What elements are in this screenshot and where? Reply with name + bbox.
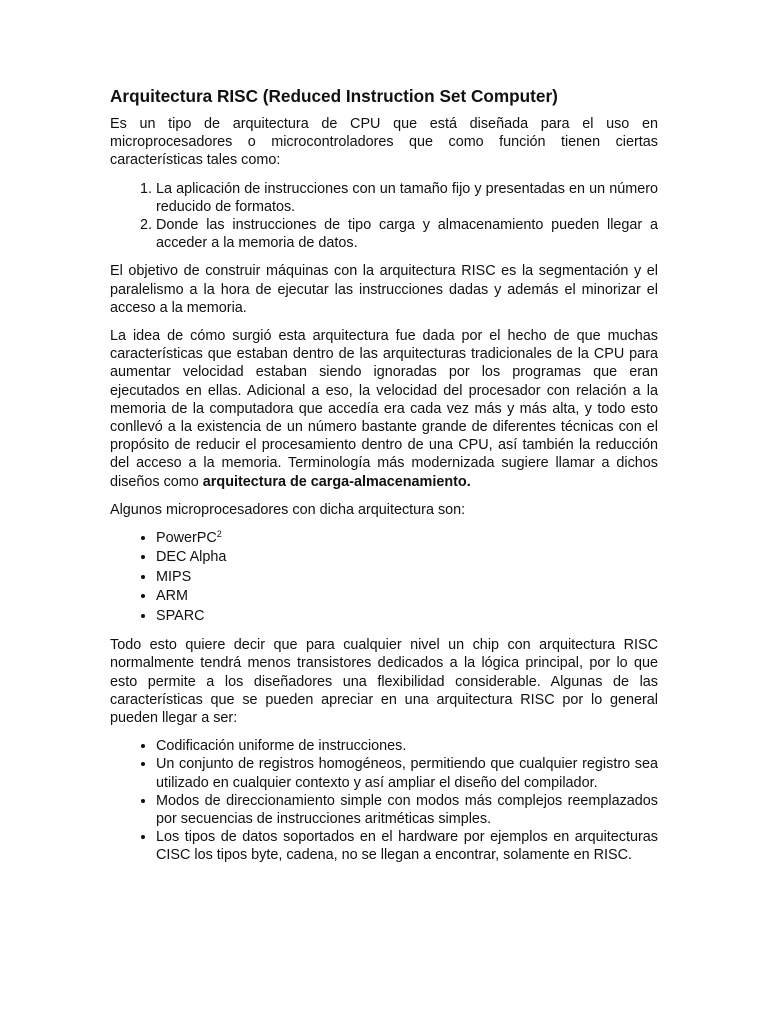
idea-paragraph [110,327,658,491]
list-item: • Codificación uniforme de instrucciones. [156,737,658,755]
features-list [110,737,658,864]
list-item [156,568,658,587]
list-item [156,607,658,626]
processors-list [110,529,658,626]
processors-intro: Algunos microprocesadores con dicha arquitectura son: [110,501,466,518]
processor-name: MIPS [156,568,192,585]
list-item [156,529,658,548]
processor-name: PowerPC [156,530,217,547]
list-item [156,548,658,567]
list-item [156,587,658,606]
processor-name: DEC Alpha [156,549,227,566]
list-item: • Modos de direccionamiento simple con modos más complejos reemplazados por secuencias de instrucciones aritméticas simples. [156,792,658,828]
characteristics-list [110,180,658,253]
intro-paragraph: Es un tipo de arquitectura de CPU que está diseñada para el uso en microprocesadores o microcontroladores que como función tienen ciertas características tales como: [110,116,658,169]
objective-paragraph: El objetivo de construir máquinas con la arquitectura RISC es la segmentación y el paralelismo a la hora de ejecutar las instrucciones dadas y además el minorizar el acceso a la memoria. [110,263,658,316]
idea-bold-term: arquitectura de carga-almacenamiento. [202,473,471,490]
list-item: 2. Donde las instrucciones de tipo carga y almacenamiento pueden llegar a acceder a la memoria de datos. [156,216,658,252]
chip-paragraph: Todo esto quiere decir que para cualquier nivel un chip con arquitectura RISC normalmente tendrá menos transistores dedicados a la lógica principal, por lo que esto permite a los diseñadores una flexibilidad considerable. Algunas de las características que se pueden apreciar en una arquitectura RISC por lo general pueden llegar a ser: [110,637,658,726]
processor-name: SPARC [156,607,205,624]
list-item: • Un conjunto de registros homogéneos, permitiendo que cualquier registro sea utilizado en cualquier contexto y así ampliar el diseño del compilador. [156,755,658,791]
footnote-marker: 2 [216,529,222,540]
processor-name: ARM [156,588,188,605]
list-item: • Los tipos de datos soportados en el hardware por ejemplos en arquitecturas CISC los tipos byte, cadena, no se llegan a encontrar, solamente en RISC. [156,828,658,864]
list-item: 1. La aplicación de instrucciones con un tamaño fijo y presentadas en un número reducido de formatos. [156,180,658,216]
idea-text: La idea de cómo surgió esta arquitectura fue dada por el hecho de que muchas características que estaban dentro de las arquitecturas tradicionales de la CPU para aumentar velocidad estaban siendo ignoradas por los programas que eran ejecutados en ellas. Adicional a eso, la velocidad del procesador con relación a la memoria de la computadora que accedía era cada vez más y más alta, y todo esto conllevó a la existencia de un número bastante grande de diferentes técnicas con el propósito de reducir el procesamiento dentro de una CPU, así también la reducción del acceso a la memoria. Terminología más modernizada sugiere llamar a dichos diseños como [110,328,658,490]
document-title: Arquitectura RISC (Reduced Instruction Set Computer) [110,86,558,106]
